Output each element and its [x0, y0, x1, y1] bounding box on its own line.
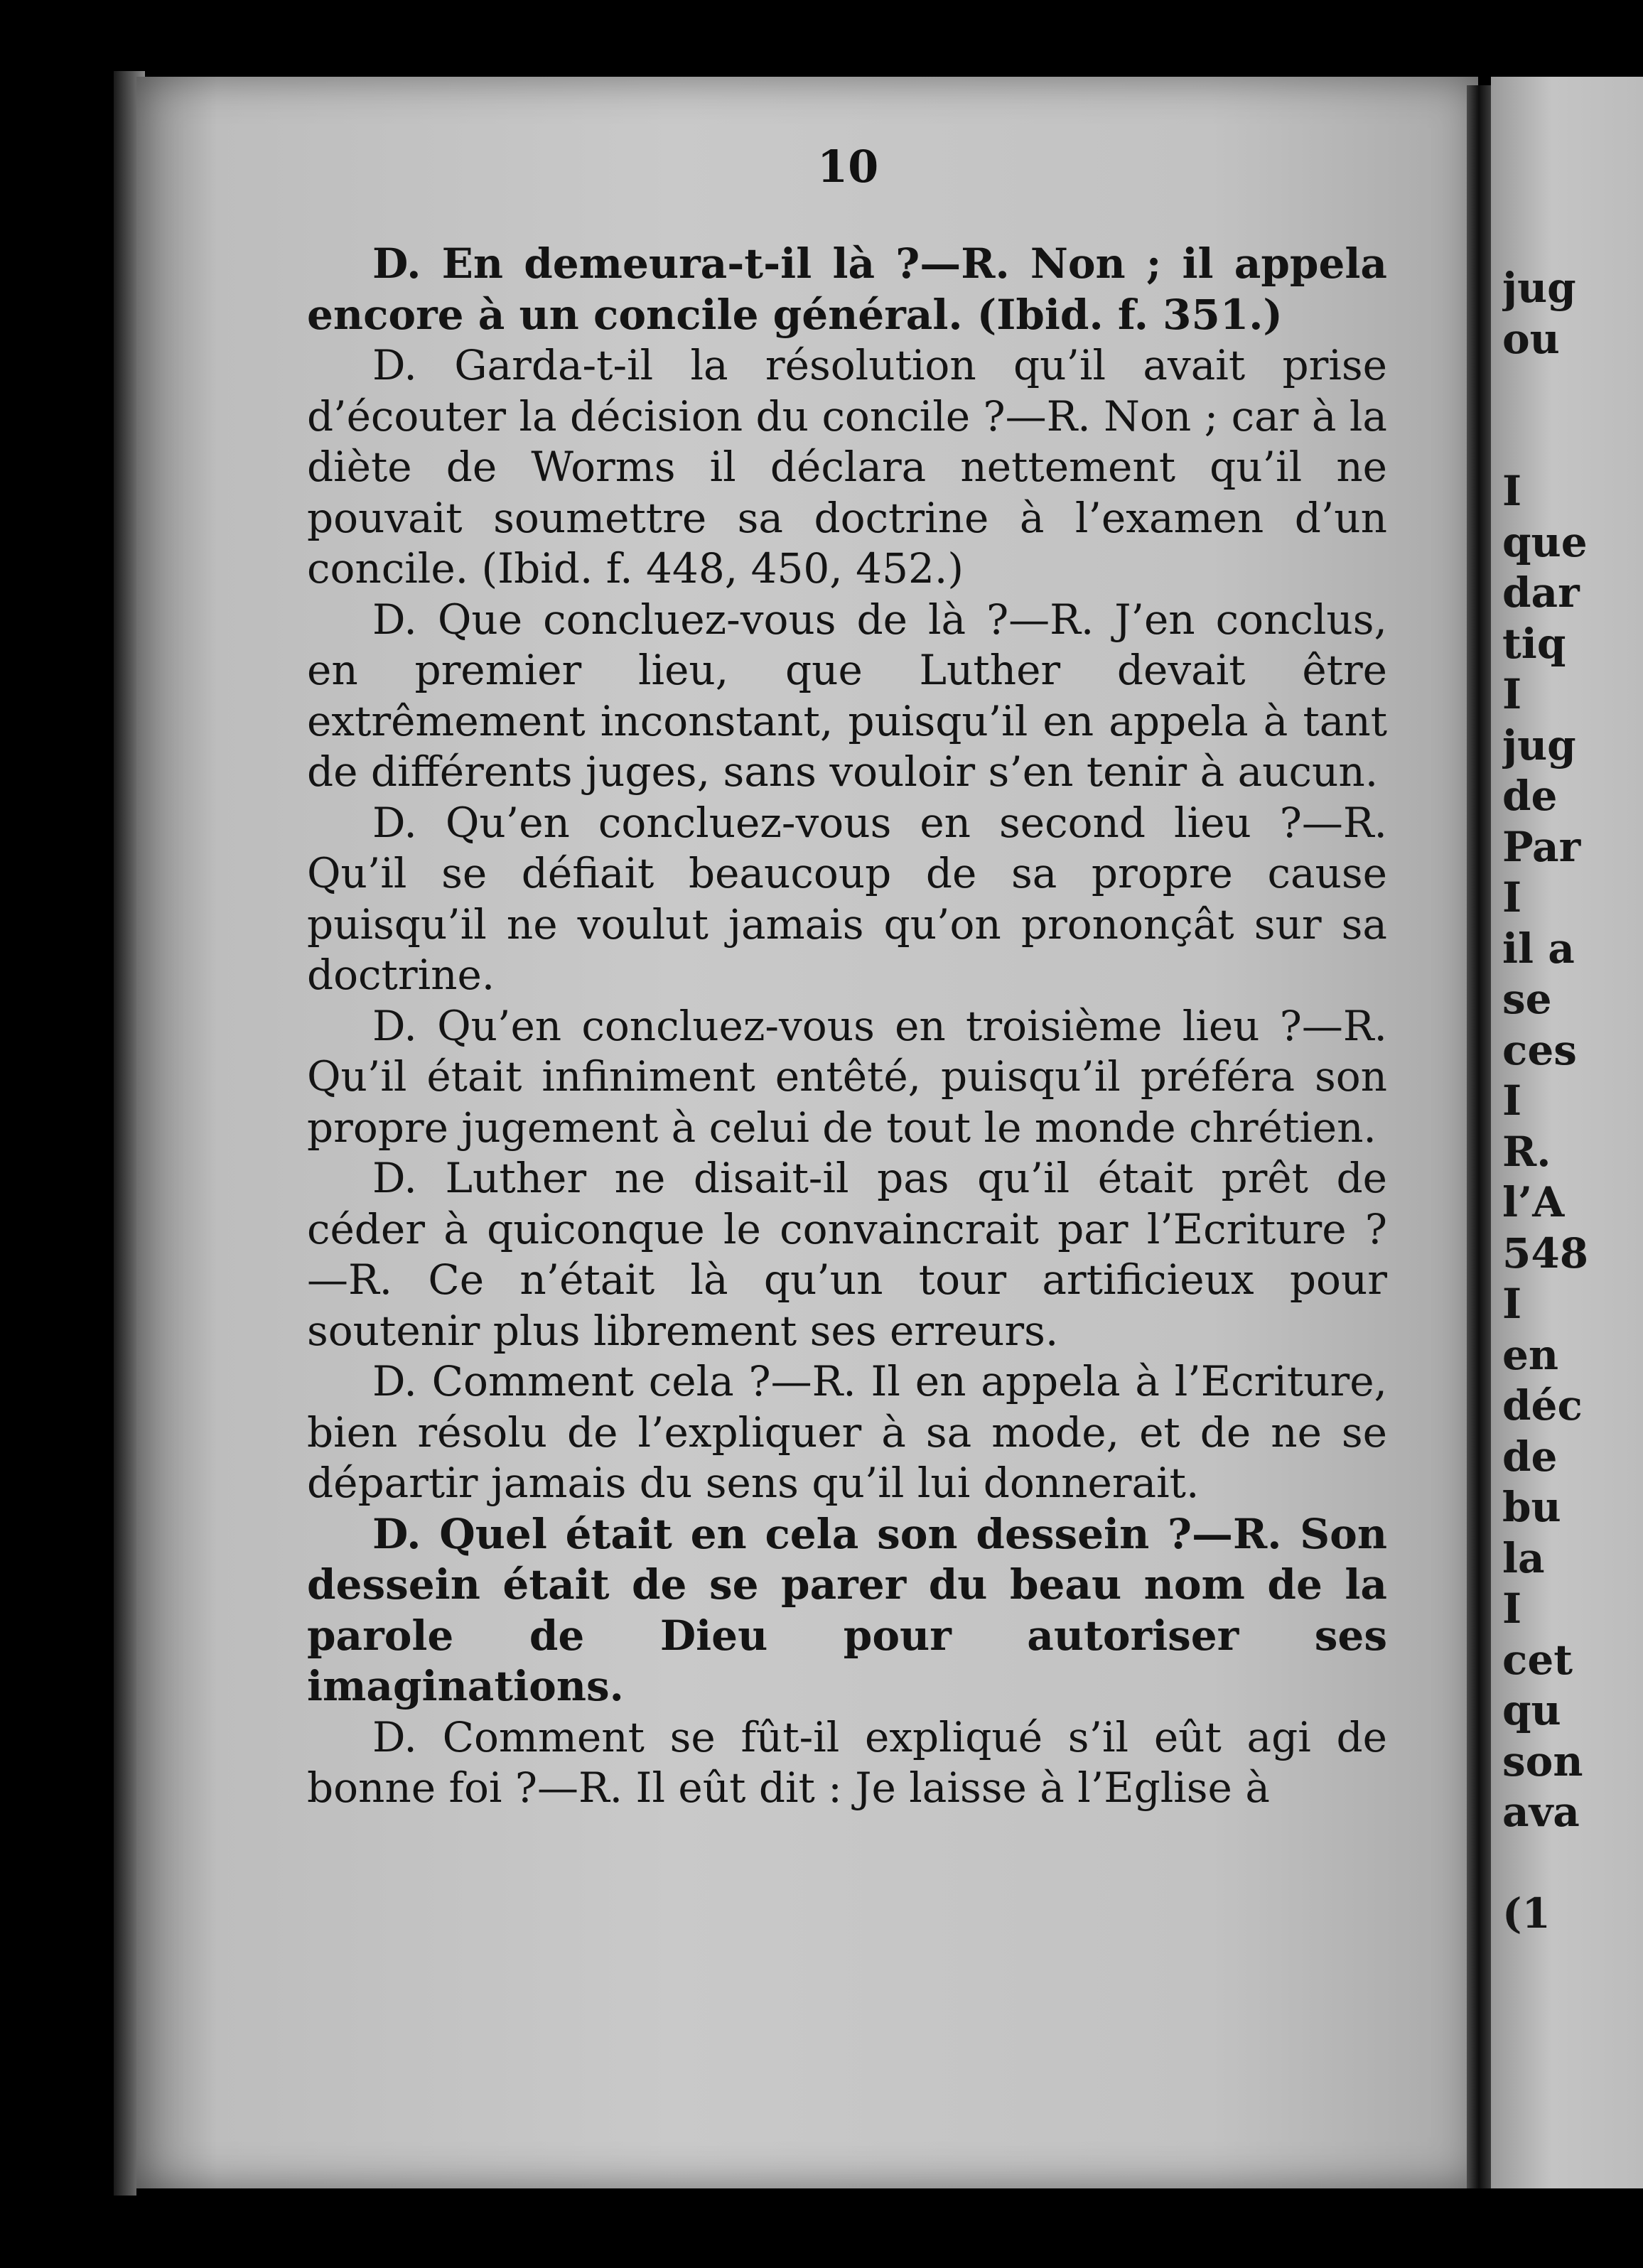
fragment-line: I — [1502, 467, 1522, 515]
fragment-line: bu — [1502, 1483, 1561, 1531]
fragment-line: l’A — [1502, 1178, 1565, 1226]
fragment-line: qu — [1502, 1686, 1561, 1734]
fragment-line: jug — [1502, 720, 1576, 770]
fragment-line: tiq — [1502, 619, 1566, 668]
fragment-line: ava — [1502, 1788, 1580, 1836]
fragment-line: 548 — [1502, 1228, 1589, 1278]
fragment-line: son — [1502, 1737, 1583, 1786]
fragment-line: de — [1502, 1432, 1558, 1481]
fragment-line — [1502, 1838, 1643, 1889]
fragment-line: I — [1502, 1584, 1522, 1633]
fragment-line: I — [1502, 873, 1522, 922]
page-body-text — [307, 239, 1387, 1814]
fragment-line: se — [1502, 975, 1552, 1023]
scan-bottom-margin — [136, 2188, 1643, 2268]
page-number: 10 — [817, 141, 879, 193]
facing-page-text-fragments — [1502, 263, 1643, 1940]
fragment-line: ces — [1502, 1025, 1577, 1074]
paragraph-4: D. Qu’en concluez-vous en second lieu ?—R. Qu’il se défiait beaucoup de sa propre cause puisqu’il ne voulut jamais qu’on prononçât sur sa doctrine. — [307, 798, 1387, 999]
paragraph-1: D. En demeura-t-il là ?—R. Non ; il appela encore à un concile général. (Ibid. f. 351.) — [307, 239, 1387, 339]
paragraph-8: D. Quel était en cela son dessein ?—R. Son dessein était de se parer du beau nom de la parole de Dieu pour autoriser ses imaginations. — [307, 1509, 1387, 1710]
fragment-line: la — [1502, 1533, 1545, 1582]
fragment-line: I — [1502, 670, 1522, 718]
paragraph-2: D. Garda-t-il la résolution qu’il avait prise d’écouter la décision du concile ?—R. Non ; car à la diète de Worms il déclara nettement qu’il ne pouvait soumettre sa doctrine à l’examen d’un concile. (Ibid. f. 448, 450, 452.) — [307, 341, 1387, 593]
paragraph-9: D. Comment se fût-il expliqué s’il eût agi de bonne foi ?—R. Il eût dit : Je laisse à l’Eglise à — [307, 1712, 1387, 1812]
page-gutter — [1467, 85, 1491, 2188]
fragment-line: R. — [1502, 1127, 1551, 1176]
fragment-line: ou — [1502, 314, 1560, 363]
fragment-line: déc — [1502, 1381, 1583, 1430]
fragment-line: cet — [1502, 1635, 1573, 1684]
fragment-line: I — [1502, 1076, 1522, 1125]
fragment-line — [1502, 364, 1643, 416]
fragment-line: il a — [1502, 924, 1575, 973]
fragment-line: dar — [1502, 568, 1580, 617]
fragment-line: en — [1502, 1330, 1559, 1379]
fragment-line: que — [1502, 517, 1588, 566]
fragment-line: I — [1502, 1280, 1522, 1328]
paragraph-3: D. Que concluez-vous de là ?—R. J’en conclus, en premier lieu, que Luther devait être extrêmement inconstant, puisqu’il en appela à tant de différents juges, sans vouloir s’en tenir à aucun. — [307, 595, 1387, 796]
fragment-line: de — [1502, 772, 1558, 820]
paragraph-7: D. Comment cela ?—R. Il en appela à l’Ecriture, bien résolu de l’expliquer à sa mode, et de ne se départir jamais du sens qu’il lui donnerait. — [307, 1357, 1387, 1507]
fragment-line — [1502, 416, 1643, 467]
fragment-line: (1 — [1502, 1889, 1551, 1938]
paragraph-5: D. Qu’en concluez-vous en troisième lieu ?—R. Qu’il était infiniment entêté, puisqu’il préféra son propre jugement à celui de tout le monde chrétien. — [307, 1001, 1387, 1152]
fragment-line: jug — [1502, 264, 1576, 312]
fragment-line: Par — [1502, 822, 1581, 871]
paragraph-6: D. Luther ne disait-il pas qu’il était prêt de céder à quiconque le convaincrait par l’Ecriture ?—R. Ce n’était là qu’un tour artificieux pour soutenir plus librement ses erreurs. — [307, 1154, 1387, 1355]
